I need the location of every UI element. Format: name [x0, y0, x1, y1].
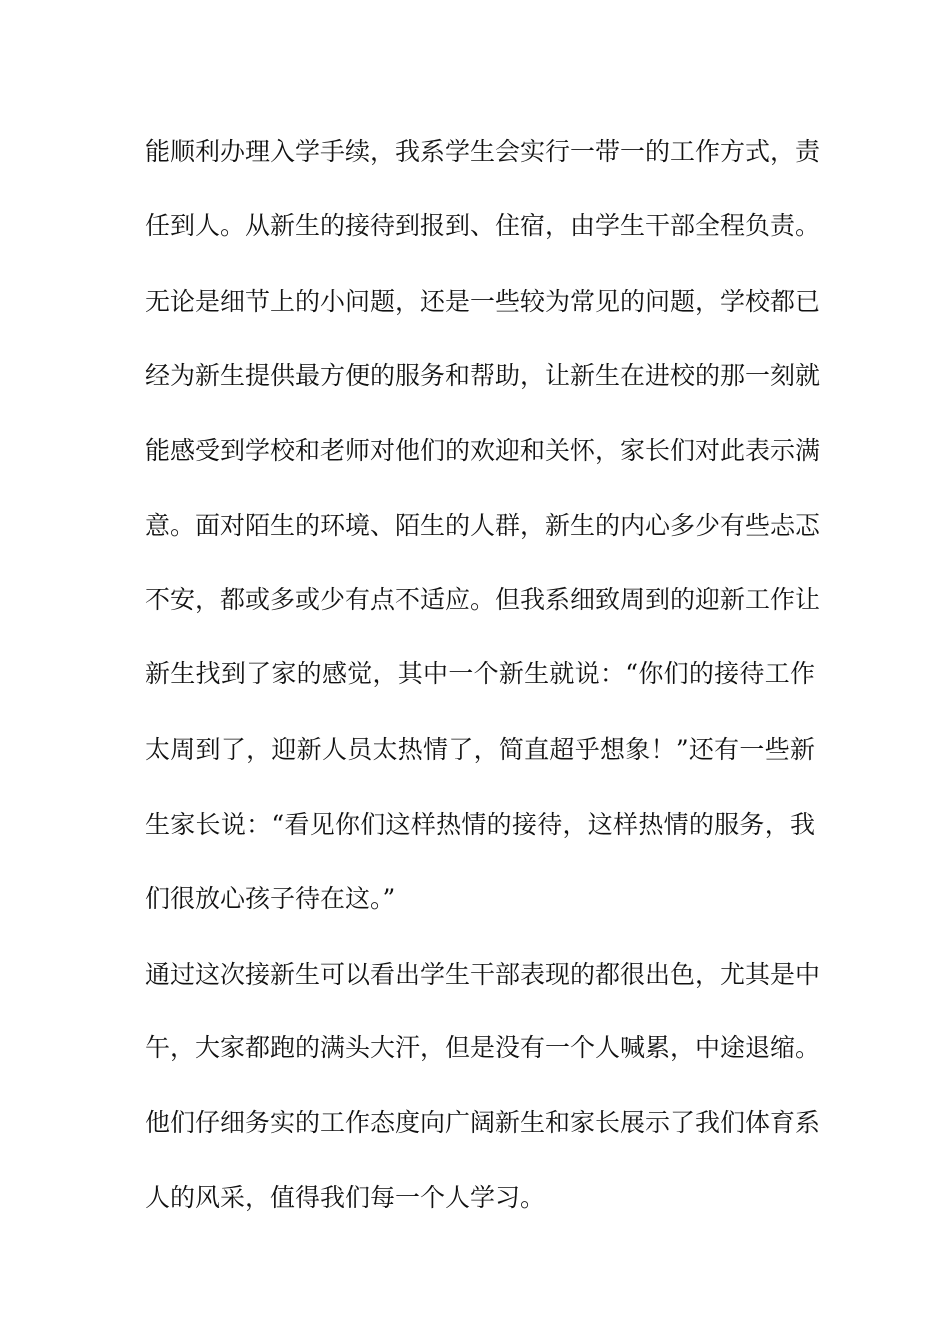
text-line: 他们仔细务实的工作态度向广阔新生和家长展示了我们体育系 — [145, 1108, 821, 1137]
text-line: 经为新生提供最方便的服务和帮助，让新生在进校的那一刻就 — [145, 361, 821, 390]
text-line: 任到人。从新生的接待到报到、住宿，由学生干部全程负责。 — [145, 211, 821, 240]
text-line: 太周到了，迎新人员太热情了，简直超乎想象！”还有一些新 — [145, 735, 815, 764]
text-line: 午，大家都跑的满头大汗，但是没有一个人喊累，中途退缩。 — [145, 1033, 821, 1062]
text-line: 通过这次接新生可以看出学生干部表现的都很出色，尤其是中 — [145, 960, 821, 989]
text-line: 不安，都或多或少有点不适应。但我系细致周到的迎新工作让 — [145, 585, 821, 614]
text-line: 人的风采，值得我们每一个人学习。 — [145, 1183, 546, 1212]
text-line: 意。面对陌生的环境、陌生的人群，新生的内心多少有些忐忑 — [145, 511, 821, 540]
text-line: 们很放心孩子待在这。” — [145, 884, 396, 913]
text-line: 无论是细节上的小问题，还是一些较为常见的问题，学校都已 — [145, 287, 821, 316]
text-line: 生家长说：“看见你们这样热情的接待，这样热情的服务，我 — [145, 810, 815, 839]
text-line: 能顺利办理入学手续，我系学生会实行一带一的工作方式，责 — [145, 137, 821, 166]
text-line: 能感受到学校和老师对他们的欢迎和关怀，家长们对此表示满 — [145, 436, 821, 465]
text-line: 新生找到了家的感觉，其中一个新生就说：“你们的接待工作 — [145, 659, 815, 688]
